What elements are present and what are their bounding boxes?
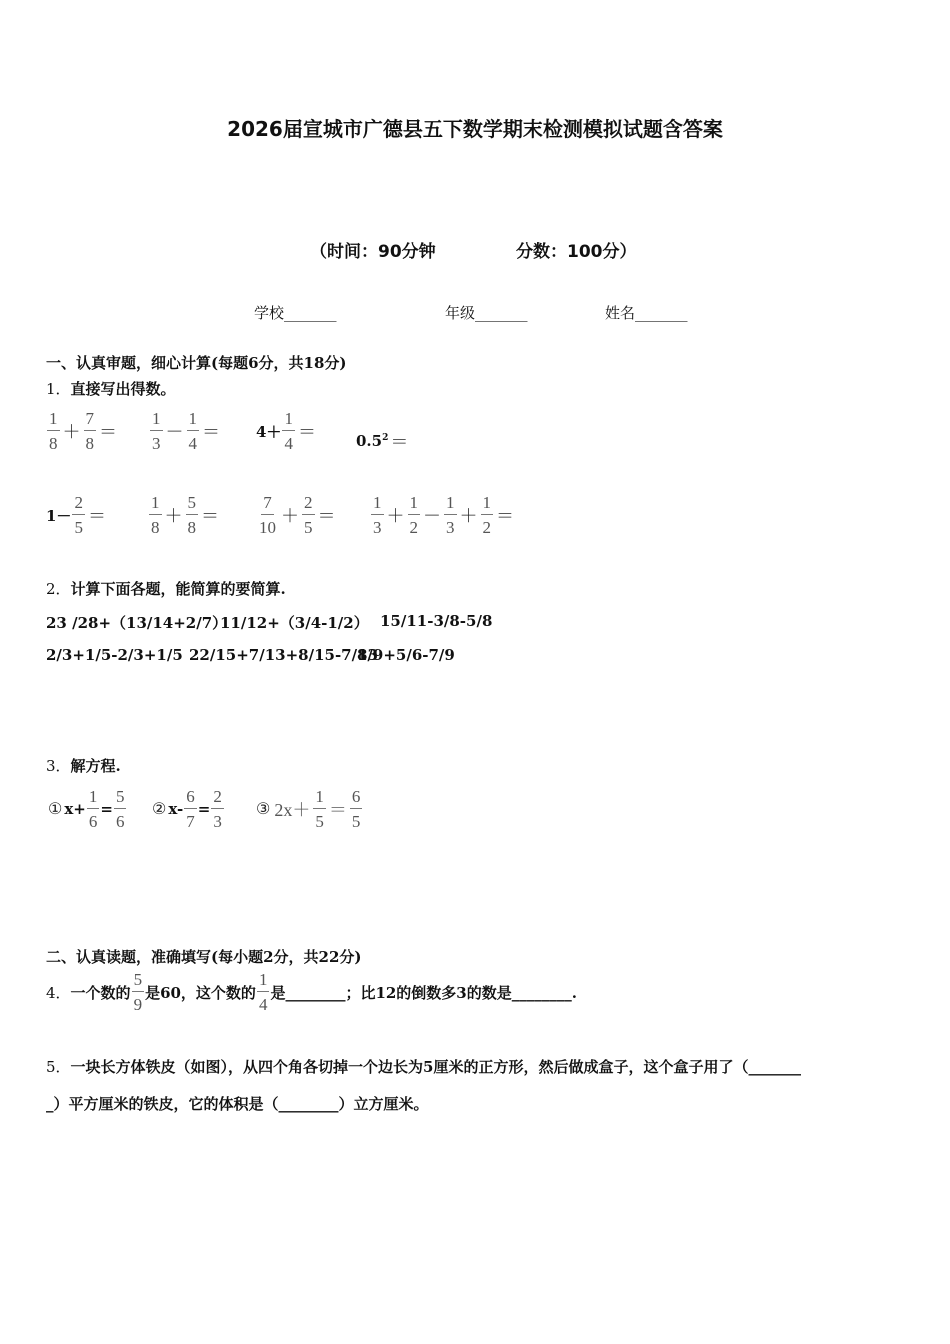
fraction: $\frac{1}{2}$ [482,493,491,537]
q4 [46,971,577,1013]
fraction: $\frac{2}{3}$ [213,787,222,831]
fraction: $\frac{1}{3}$ [446,493,455,537]
fraction: $\frac{2}{5}$ [74,493,83,537]
section2-heading: 二、认真读题，准确填写(每小题2分，共22分) [46,948,362,966]
grade-field: 年级_______ [445,304,528,322]
q1-item-a: $\frac{1}{8}$ ＋ $\frac{7}{8}$ ＝ [49,409,117,453]
q1-item-c: 4＋ $\frac{1}{4}$ ＝ [256,409,316,453]
q1-item-h: $\frac{1}{3}$ ＋ $\frac{1}{2}$ － $\frac{1}{3}$ ＋ $\frac{1}{2}$ ＝ [373,493,514,537]
fraction: $\frac{1}{4}$ [284,409,293,453]
fraction: $\frac{5}{9}$ [133,970,143,1014]
q3-prompt [46,755,121,776]
q4-text: 是________；比12的倒数多3的数是________. [270,983,577,1002]
q5-line1 [46,1056,801,1077]
time-label: （时间：90分钟 [310,242,436,262]
fraction: $\frac{1}{4}$ [188,409,197,453]
fraction: $\frac{1}{8}$ [49,409,58,453]
fraction: $\frac{1}{4}$ [258,970,268,1014]
q4-text: 是60，这个数的 [145,983,256,1002]
q1-prompt [46,378,176,399]
q1-item-b: $\frac{1}{3}$ － $\frac{1}{4}$ ＝ [152,409,220,453]
q5-text: 一块长方体铁皮（如图），从四个角各切掉一个边长为5厘米的正方形，然后做成盒子，这个盒子用了（_______ [70,1058,801,1076]
fraction: $\frac{1}{3}$ [373,493,382,537]
fraction: $\frac{5}{8}$ [187,493,196,537]
q2-expr: 15/11-3/8-5/8 [380,612,493,630]
q5-line2: _）平方厘米的铁皮，它的体积是（________）立方厘米。 [46,1095,429,1113]
fraction: $\frac{1}{5}$ [315,787,324,831]
q1-item-f: $\frac{1}{8}$ ＋ $\frac{5}{8}$ ＝ [151,493,219,537]
equation-1: ① x+ $\frac{1}{6}$ = $\frac{5}{6}$ [48,787,125,831]
q1-item-g: $\frac{7}{10}$ ＋ $\frac{2}{5}$ ＝ [259,493,336,537]
q2-text: 计算下面各题，能简算的要简算. [70,580,286,598]
q1-item-d: $0.5^2$ ＝ [356,432,409,452]
q1-item-e: 1－ $\frac{2}{5}$ ＝ [46,493,106,537]
section1-heading: 一、认真审题，细心计算(每题6分，共18分) [46,354,347,372]
q2-number: 2． [46,580,71,598]
q2-expr: 23 /28+（13/14+2/7） [46,614,228,632]
q1-text: 直接写出得数。 [70,380,176,398]
q3-number: 3． [46,757,71,775]
q2-expr: 8/9+5/6-7/9 [357,646,455,664]
q4-number: 4． [46,983,71,1002]
name-field: 姓名_______ [605,304,688,322]
school-field: 学校_______ [254,304,337,322]
q2-expr: 2/3+1/5-2/3+1/5 [46,646,183,664]
q2-expr: 11/12+（3/4-1/2） [220,614,369,632]
q1-number: 1． [46,380,71,398]
q2-expr: 22/15+7/13+8/15-7/13 [189,646,378,664]
equation-2: ② x- $\frac{6}{7}$ = $\frac{2}{3}$ [152,787,222,831]
q2-prompt [46,578,286,599]
q4-text: 一个数的 [70,983,131,1002]
fraction: $\frac{6}{7}$ [186,787,195,831]
q3-text: 解方程. [70,757,121,775]
q5-number: 5． [46,1058,71,1076]
fraction: $\frac{7}{8}$ [85,409,94,453]
fraction: $\frac{1}{8}$ [151,493,160,537]
equation-3: ③ 2x＋ $\frac{1}{5}$ ＝ $\frac{6}{5}$ [256,787,361,831]
fraction: $\frac{1}{2}$ [409,493,418,537]
page-title: 2026届宣城市广德县五下数学期末检测模拟试题含答案 [227,117,723,141]
fraction: $\frac{5}{6}$ [115,787,125,831]
fraction: $\frac{1}{3}$ [152,409,161,453]
fraction: $\frac{7}{10}$ [259,493,276,537]
fraction: $\frac{2}{5}$ [304,493,313,537]
score-label: 分数：100分） [516,242,637,262]
fraction: $\frac{6}{5}$ [351,787,361,831]
fraction: $\frac{1}{6}$ [88,787,98,831]
